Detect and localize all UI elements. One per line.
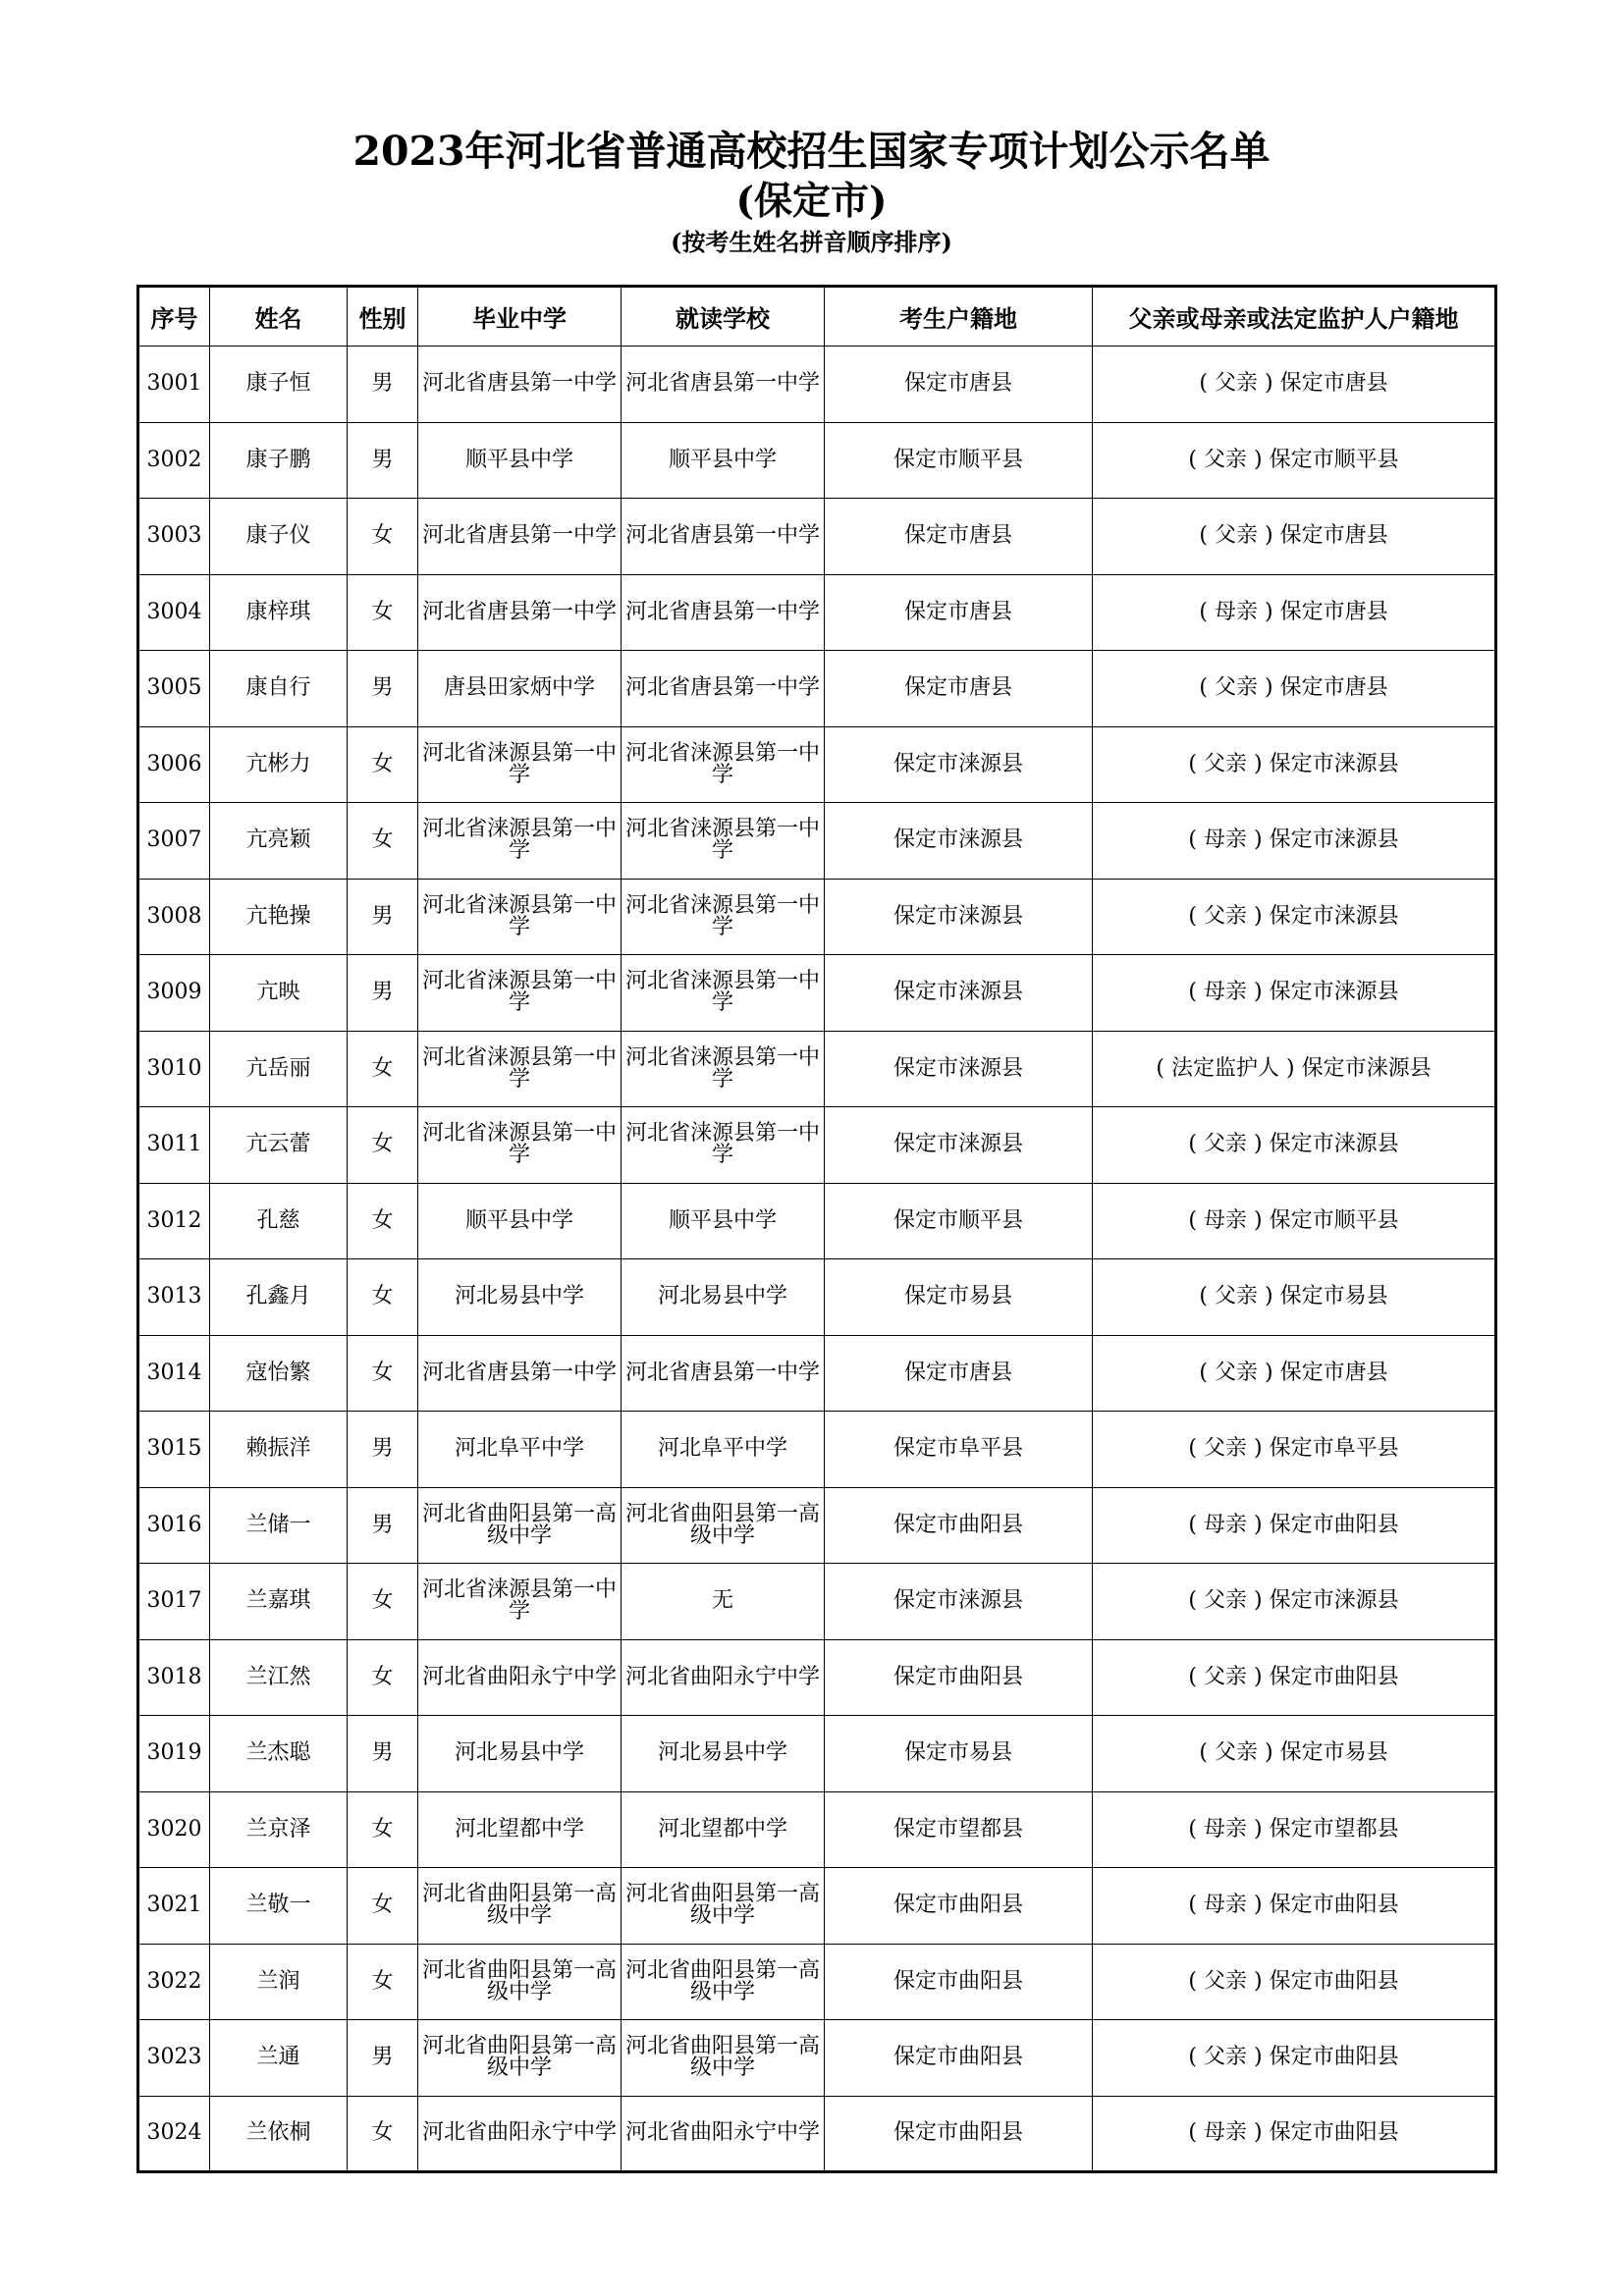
cell-hukou: 保定市阜平县 [825, 1412, 1093, 1488]
cell-current-school: 河北省唐县第一中学 [622, 499, 825, 575]
cell-grad-school: 顺平县中学 [418, 422, 622, 499]
cell-grad-school: 河北省唐县第一中学 [418, 499, 622, 575]
cell-gender: 女 [348, 499, 418, 575]
col-header-grad-school: 毕业中学 [418, 287, 622, 347]
cell-hukou: 保定市涞源县 [825, 879, 1093, 955]
cell-grad-school: 河北易县中学 [418, 1716, 622, 1792]
cell-current-school: 顺平县中学 [622, 1183, 825, 1259]
cell-guardian-hukou: ( 父亲 ) 保定市涞源县 [1093, 1564, 1496, 1640]
table-row [138, 726, 1496, 803]
table-row [138, 1639, 1496, 1716]
cell-current-school: 河北省涞源县第一中学 [622, 803, 825, 880]
cell-hukou: 保定市涞源县 [825, 1564, 1093, 1640]
cell-guardian-hukou: ( 母亲 ) 保定市涞源县 [1093, 955, 1496, 1032]
col-header-guardian-hukou: 父亲或母亲或法定监护人户籍地 [1093, 287, 1496, 347]
cell-guardian-hukou: ( 父亲 ) 保定市涞源县 [1093, 879, 1496, 955]
cell-current-school: 河北省涞源县第一中学 [622, 1031, 825, 1107]
cell-guardian-hukou: ( 母亲 ) 保定市望都县 [1093, 1791, 1496, 1868]
cell-guardian-hukou: ( 父亲 ) 保定市曲阳县 [1093, 1639, 1496, 1716]
cell-guardian-hukou: ( 母亲 ) 保定市涞源县 [1093, 803, 1496, 880]
cell-seq: 3005 [138, 651, 210, 727]
cell-current-school: 河北易县中学 [622, 1716, 825, 1792]
table-row [138, 2096, 1496, 2172]
cell-grad-school: 河北省唐县第一中学 [418, 574, 622, 651]
cell-grad-school: 河北省涞源县第一中学 [418, 1107, 622, 1184]
cell-gender: 女 [348, 1564, 418, 1640]
cell-name: 康子仪 [210, 499, 348, 575]
cell-name: 亢艳操 [210, 879, 348, 955]
cell-current-school: 河北省唐县第一中学 [622, 1335, 825, 1412]
cell-hukou: 保定市唐县 [825, 1335, 1093, 1412]
cell-seq: 3008 [138, 879, 210, 955]
cell-name: 康子恒 [210, 347, 348, 423]
cell-grad-school: 河北易县中学 [418, 1259, 622, 1336]
table-row [138, 1412, 1496, 1488]
cell-seq: 3024 [138, 2096, 210, 2172]
cell-seq: 3020 [138, 1791, 210, 1868]
cell-seq: 3010 [138, 1031, 210, 1107]
cell-grad-school: 河北省涞源县第一中学 [418, 803, 622, 880]
cell-hukou: 保定市易县 [825, 1259, 1093, 1336]
cell-seq: 3006 [138, 726, 210, 803]
cell-grad-school: 河北阜平中学 [418, 1412, 622, 1488]
cell-grad-school: 河北望都中学 [418, 1791, 622, 1868]
table-row [138, 574, 1496, 651]
table-row [138, 1107, 1496, 1184]
table-row [138, 1944, 1496, 2020]
cell-seq: 3011 [138, 1107, 210, 1184]
table-row [138, 1487, 1496, 1564]
cell-gender: 女 [348, 726, 418, 803]
cell-grad-school: 河北省曲阳永宁中学 [418, 1639, 622, 1716]
col-header-hukou: 考生户籍地 [825, 287, 1093, 347]
cell-seq: 3015 [138, 1412, 210, 1488]
cell-grad-school: 河北省涞源县第一中学 [418, 726, 622, 803]
cell-gender: 女 [348, 1031, 418, 1107]
cell-hukou: 保定市涞源县 [825, 803, 1093, 880]
col-header-name: 姓名 [210, 287, 348, 347]
table-row [138, 651, 1496, 727]
cell-guardian-hukou: ( 父亲 ) 保定市顺平县 [1093, 422, 1496, 499]
cell-guardian-hukou: ( 父亲 ) 保定市唐县 [1093, 347, 1496, 423]
cell-name: 康梓琪 [210, 574, 348, 651]
cell-grad-school: 河北省涞源县第一中学 [418, 1031, 622, 1107]
cell-guardian-hukou: ( 父亲 ) 保定市曲阳县 [1093, 2020, 1496, 2097]
cell-seq: 3001 [138, 347, 210, 423]
cell-grad-school: 河北省涞源县第一中学 [418, 1564, 622, 1640]
cell-gender: 男 [348, 2020, 418, 2097]
col-header-gender: 性别 [348, 287, 418, 347]
cell-grad-school: 河北省曲阳永宁中学 [418, 2096, 622, 2172]
cell-seq: 3023 [138, 2020, 210, 2097]
cell-guardian-hukou: ( 母亲 ) 保定市唐县 [1093, 574, 1496, 651]
cell-name: 亢云蕾 [210, 1107, 348, 1184]
cell-grad-school: 河北省涞源县第一中学 [418, 879, 622, 955]
cell-name: 兰敬一 [210, 1868, 348, 1945]
col-header-seq: 序号 [138, 287, 210, 347]
cell-name: 兰通 [210, 2020, 348, 2097]
cell-seq: 3021 [138, 1868, 210, 1945]
cell-hukou: 保定市曲阳县 [825, 1944, 1093, 2020]
cell-seq: 3013 [138, 1259, 210, 1336]
cell-gender: 女 [348, 1791, 418, 1868]
col-header-current-school: 就读学校 [622, 287, 825, 347]
cell-name: 兰杰聪 [210, 1716, 348, 1792]
cell-hukou: 保定市曲阳县 [825, 2020, 1093, 2097]
cell-guardian-hukou: ( 法定监护人 ) 保定市涞源县 [1093, 1031, 1496, 1107]
cell-guardian-hukou: ( 父亲 ) 保定市曲阳县 [1093, 1944, 1496, 2020]
cell-hukou: 保定市唐县 [825, 499, 1093, 575]
cell-grad-school: 河北省涞源县第一中学 [418, 955, 622, 1032]
cell-grad-school: 顺平县中学 [418, 1183, 622, 1259]
cell-gender: 男 [348, 1412, 418, 1488]
cell-name: 孔鑫月 [210, 1259, 348, 1336]
cell-seq: 3003 [138, 499, 210, 575]
cell-guardian-hukou: ( 母亲 ) 保定市顺平县 [1093, 1183, 1496, 1259]
cell-hukou: 保定市唐县 [825, 651, 1093, 727]
cell-guardian-hukou: ( 父亲 ) 保定市阜平县 [1093, 1412, 1496, 1488]
cell-gender: 男 [348, 1716, 418, 1792]
roster-table [136, 285, 1497, 2173]
cell-grad-school: 河北省曲阳县第一高级中学 [418, 1944, 622, 2020]
cell-name: 兰嘉琪 [210, 1564, 348, 1640]
cell-hukou: 保定市唐县 [825, 347, 1093, 423]
table-row [138, 955, 1496, 1032]
cell-hukou: 保定市曲阳县 [825, 1868, 1093, 1945]
cell-seq: 3012 [138, 1183, 210, 1259]
cell-grad-school: 河北省唐县第一中学 [418, 347, 622, 423]
cell-current-school: 河北望都中学 [622, 1791, 825, 1868]
cell-hukou: 保定市顺平县 [825, 1183, 1093, 1259]
roster-body [138, 347, 1496, 2172]
cell-hukou: 保定市望都县 [825, 1791, 1093, 1868]
cell-seq: 3018 [138, 1639, 210, 1716]
cell-name: 孔慈 [210, 1183, 348, 1259]
cell-grad-school: 河北省唐县第一中学 [418, 1335, 622, 1412]
cell-current-school: 河北省曲阳县第一高级中学 [622, 2020, 825, 2097]
table-row [138, 347, 1496, 423]
cell-guardian-hukou: ( 父亲 ) 保定市易县 [1093, 1259, 1496, 1336]
table-row [138, 803, 1496, 880]
cell-seq: 3019 [138, 1716, 210, 1792]
cell-seq: 3017 [138, 1564, 210, 1640]
cell-seq: 3014 [138, 1335, 210, 1412]
cell-guardian-hukou: ( 父亲 ) 保定市涞源县 [1093, 726, 1496, 803]
cell-hukou: 保定市曲阳县 [825, 1487, 1093, 1564]
cell-name: 康自行 [210, 651, 348, 727]
cell-gender: 女 [348, 574, 418, 651]
table-row [138, 1259, 1496, 1336]
table-row [138, 879, 1496, 955]
cell-guardian-hukou: ( 父亲 ) 保定市唐县 [1093, 651, 1496, 727]
cell-hukou: 保定市涞源县 [825, 1107, 1093, 1184]
cell-current-school: 河北省唐县第一中学 [622, 347, 825, 423]
table-row [138, 422, 1496, 499]
cell-name: 兰依桐 [210, 2096, 348, 2172]
table-row [138, 1564, 1496, 1640]
cell-name: 兰江然 [210, 1639, 348, 1716]
cell-hukou: 保定市唐县 [825, 574, 1093, 651]
cell-seq: 3016 [138, 1487, 210, 1564]
cell-gender: 女 [348, 1107, 418, 1184]
cell-name: 寇怡繁 [210, 1335, 348, 1412]
cell-gender: 女 [348, 1868, 418, 1945]
cell-current-school: 河北省涞源县第一中学 [622, 1107, 825, 1184]
cell-gender: 男 [348, 955, 418, 1032]
cell-guardian-hukou: ( 母亲 ) 保定市曲阳县 [1093, 1868, 1496, 1945]
cell-name: 兰京泽 [210, 1791, 348, 1868]
cell-guardian-hukou: ( 父亲 ) 保定市易县 [1093, 1716, 1496, 1792]
cell-hukou: 保定市曲阳县 [825, 2096, 1093, 2172]
table-row [138, 1183, 1496, 1259]
cell-current-school: 河北省曲阳永宁中学 [622, 1639, 825, 1716]
cell-guardian-hukou: ( 父亲 ) 保定市涞源县 [1093, 1107, 1496, 1184]
cell-gender: 女 [348, 1335, 418, 1412]
table-row [138, 1031, 1496, 1107]
cell-gender: 男 [348, 879, 418, 955]
cell-name: 亢彬力 [210, 726, 348, 803]
cell-name: 亢亮颖 [210, 803, 348, 880]
table-row [138, 499, 1496, 575]
cell-guardian-hukou: ( 父亲 ) 保定市唐县 [1093, 1335, 1496, 1412]
cell-name: 兰储一 [210, 1487, 348, 1564]
cell-gender: 女 [348, 2096, 418, 2172]
table-row [138, 2020, 1496, 2097]
cell-grad-school: 河北省曲阳县第一高级中学 [418, 1487, 622, 1564]
cell-current-school: 河北省曲阳县第一高级中学 [622, 1487, 825, 1564]
table-row [138, 1716, 1496, 1792]
cell-gender: 女 [348, 1183, 418, 1259]
cell-name: 兰润 [210, 1944, 348, 2020]
cell-name: 赖振洋 [210, 1412, 348, 1488]
cell-hukou: 保定市顺平县 [825, 422, 1093, 499]
cell-name: 康子鹏 [210, 422, 348, 499]
cell-guardian-hukou: ( 母亲 ) 保定市曲阳县 [1093, 2096, 1496, 2172]
cell-gender: 女 [348, 1944, 418, 2020]
cell-current-school: 河北省曲阳县第一高级中学 [622, 1868, 825, 1945]
cell-hukou: 保定市涞源县 [825, 955, 1093, 1032]
cell-gender: 男 [348, 1487, 418, 1564]
cell-current-school: 无 [622, 1564, 825, 1640]
cell-seq: 3004 [138, 574, 210, 651]
table-row [138, 1791, 1496, 1868]
cell-current-school: 河北省涞源县第一中学 [622, 955, 825, 1032]
cell-hukou: 保定市涞源县 [825, 1031, 1093, 1107]
cell-hukou: 保定市曲阳县 [825, 1639, 1093, 1716]
cell-name: 亢岳丽 [210, 1031, 348, 1107]
cell-current-school: 顺平县中学 [622, 422, 825, 499]
cell-name: 亢映 [210, 955, 348, 1032]
cell-grad-school: 唐县田家炳中学 [418, 651, 622, 727]
cell-current-school: 河北省唐县第一中学 [622, 651, 825, 727]
cell-hukou: 保定市涞源县 [825, 726, 1093, 803]
cell-hukou: 保定市易县 [825, 1716, 1093, 1792]
cell-current-school: 河北省涞源县第一中学 [622, 879, 825, 955]
cell-current-school: 河北易县中学 [622, 1259, 825, 1336]
cell-gender: 女 [348, 1259, 418, 1336]
page-subtitle: (保定市) [735, 179, 888, 224]
header-row [138, 287, 1496, 347]
sort-note: (按考生姓名拼音顺序排序) [671, 228, 952, 256]
cell-current-school: 河北省曲阳县第一高级中学 [622, 1944, 825, 2020]
page-title: 2023年河北省普通高校招生国家专项计划公示名单 [352, 128, 1271, 175]
cell-current-school: 河北省曲阳永宁中学 [622, 2096, 825, 2172]
cell-gender: 女 [348, 803, 418, 880]
cell-gender: 男 [348, 422, 418, 499]
table-row [138, 1868, 1496, 1945]
cell-current-school: 河北阜平中学 [622, 1412, 825, 1488]
cell-grad-school: 河北省曲阳县第一高级中学 [418, 1868, 622, 1945]
cell-gender: 男 [348, 347, 418, 423]
cell-gender: 女 [348, 1639, 418, 1716]
cell-seq: 3002 [138, 422, 210, 499]
cell-grad-school: 河北省曲阳县第一高级中学 [418, 2020, 622, 2097]
cell-guardian-hukou: ( 父亲 ) 保定市唐县 [1093, 499, 1496, 575]
table-row [138, 1335, 1496, 1412]
cell-current-school: 河北省唐县第一中学 [622, 574, 825, 651]
cell-seq: 3007 [138, 803, 210, 880]
cell-gender: 男 [348, 651, 418, 727]
cell-seq: 3022 [138, 1944, 210, 2020]
cell-seq: 3009 [138, 955, 210, 1032]
cell-current-school: 河北省涞源县第一中学 [622, 726, 825, 803]
cell-guardian-hukou: ( 母亲 ) 保定市曲阳县 [1093, 1487, 1496, 1564]
